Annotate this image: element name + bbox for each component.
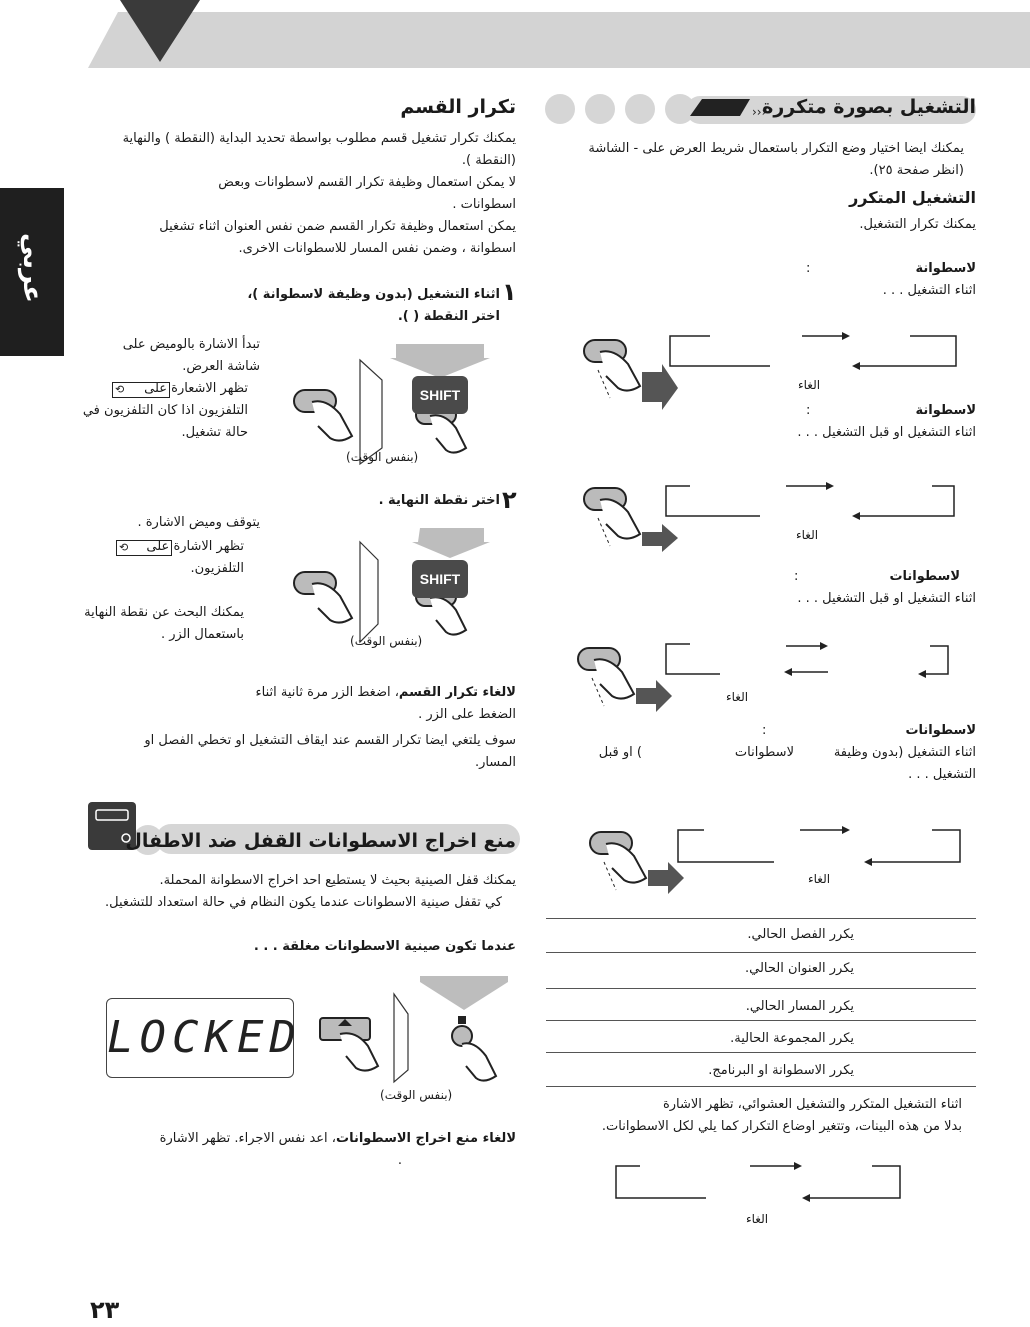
para-line: لا يمكن استعمال وظيفة تكرار القسم لاسطوانات وبعض (218, 175, 516, 190)
footer-diagram (610, 1162, 910, 1206)
footer-line-1: اثناء التشغيل المتكرر والتشغيل العشوائي، تظهر الاشارة (662, 1097, 962, 1112)
block2-cancel: الغاء (796, 528, 819, 542)
block3-colon: : (794, 569, 799, 584)
sub-intro: يمكنك تكرار التشغيل. (859, 217, 976, 232)
ab-indicator-icon: ⟲ (112, 382, 170, 398)
cancel-note-3: سوف يلتغي ايضا تكرار القسم عند ايقاف التشغيل او تخطي الفصل او (144, 733, 516, 748)
step1-note: التلفزيون اذا كان التلفزيون في (82, 403, 248, 418)
para-line: يمكن استعمال وظيفة تكرار القسم ضمن نفس العنوان اثناء تشغيل (159, 219, 516, 234)
section-title-ab-repeat: تكرار القسم (400, 96, 516, 118)
lock-subheading: عندما تكون صينية الاسطوانات مغلقة . . . (253, 939, 516, 954)
para-line: اسطوانة ، وضمن نفس المسار للاسطوانات الاخرى. (238, 241, 516, 256)
block4-heading: لاسطوانات (905, 723, 976, 738)
intro-line-1: يمكنك ايضا اختيار وضع التكرار باستعمال شريط العرض على - الشاشة (588, 141, 964, 156)
block4-line-d: التشغيل . . . (908, 767, 976, 782)
step1-note: تبدأ الاشارة بالوميض على (122, 337, 260, 352)
block3-diagram (566, 632, 966, 718)
step2-number: ٢ (502, 486, 517, 514)
simultaneous-label: (بنفس الوقت) (380, 1088, 453, 1102)
table-row: يكرر الفصل الحالي. (747, 927, 854, 942)
table-row: يكرر المسار الحالي. (745, 999, 854, 1014)
step1-note: حالة تشغيل. (181, 425, 248, 440)
lock-remote-illustration (312, 974, 512, 1086)
block2-colon: : (806, 403, 811, 418)
step1-number: ١ (502, 278, 517, 306)
block1-line: اثناء التشغيل . . . (882, 283, 976, 298)
block1-colon: : (806, 261, 811, 276)
display-panel: LOCKED (106, 998, 294, 1078)
block3-line: اثناء التشغيل او قبل التشغيل . . . (797, 591, 976, 606)
shift-button: SHIFT (412, 376, 468, 414)
block4-diagram (578, 818, 968, 900)
block4-line-c: ) او قبل (598, 745, 642, 760)
table-row: يكرر العنوان الحالي. (744, 961, 854, 976)
header-band (0, 0, 1030, 80)
cancel-note-4: المسار. (474, 755, 516, 770)
section-title-repeat: التشغيل بصورة متكررة (762, 96, 976, 118)
block3-cancel: الغاء (726, 690, 749, 704)
svg-text:›››: ››› (752, 105, 767, 119)
step2-line1: اختر نقطة النهاية . (378, 493, 500, 508)
child-lock-title: منع اخراج الاسطوانات القفل ضد الاطفال (125, 830, 516, 852)
intro-line-2: (انظر صفحة ٢٥). (869, 163, 964, 178)
block4-cancel: الغاء (808, 872, 831, 886)
step2-note: تظهر الاشارة على (146, 539, 244, 554)
simultaneous-label: (بنفس الوقت) (346, 450, 419, 464)
lock-para: يمكنك قفل الصينية بحيث لا يستطيع احد اخراج الاسطوانة المحملة. (159, 873, 516, 888)
para-line: يمكنك تكرار تشغيل قسم مطلوب بواسطة تحديد البداية (النقطة ) والنهاية (122, 131, 516, 146)
block4-colon: : (762, 723, 767, 738)
block2-heading: لاسطوانة (915, 403, 976, 418)
cancel-note-2: الضغط على الزر . (418, 707, 516, 722)
language-side-tab (0, 188, 64, 356)
cancel-note-1: لالغاء تكرار القسم، اضغط الزر مرة ثانية اثناء (255, 685, 516, 700)
lock-para: كي تقفل صينية الاسطوانات عندما يكون النظام في حالة استعداد للتشغيل. (105, 895, 502, 910)
shift-button: SHIFT (412, 560, 468, 598)
block3-heading: لاسطوانات (889, 569, 960, 584)
footer-line-2: بدلا من هذه البينات، وتتغير اوضاع التكرار كما يلي لكل الاسطوانات. (601, 1119, 962, 1134)
step1-note: تظهر الاشعارة على (144, 381, 248, 396)
para-line: اسطوانات . (452, 197, 516, 212)
footer-cancel: الغاء (746, 1212, 769, 1226)
step1-line1: اثناء التشغيل (بدون وظيفة لاسطوانة )، (247, 287, 500, 302)
block4-line-a: اثناء التشغيل (بدون وظيفة (833, 745, 976, 760)
block2-line: اثناء التشغيل او قبل التشغيل . . . (797, 425, 976, 440)
side-tab-label: عربي (17, 233, 47, 304)
table-row: يكرر الاسطوانة او البرنامج. (708, 1063, 854, 1078)
step2-note: التلفزيون. (190, 561, 244, 576)
para-line: (النقطة ). (461, 153, 516, 168)
step2-note: باستعمال الزر . (160, 627, 244, 642)
block1-heading: لاسطوانة (915, 261, 976, 276)
lock-cancel-note-2: . (397, 1153, 402, 1168)
step2-note: يتوقف وميض الاشارة . (137, 515, 260, 530)
block1-diagram (570, 318, 970, 410)
step1-line2: اختر النقطة ( ). (397, 309, 500, 324)
step2-note: يمكنك البحث عن نقطة النهاية (84, 605, 244, 620)
ab-indicator-icon: ⟲ (116, 540, 172, 556)
subtitle-repeat-play: التشغيل المتكرر (849, 188, 976, 207)
block1-cancel: الغاء (798, 378, 821, 392)
simultaneous-label: (بنفس الوقت) (350, 634, 423, 648)
block4-line-b: لاسطوانات (734, 745, 794, 760)
block2-diagram (570, 470, 970, 556)
step1-note: شاشة العرض. (182, 359, 260, 374)
page-number: ٢٣ (90, 1296, 120, 1324)
lock-cancel-note: لالغاء منع اخراج الاسطوانات، اعد نفس الاجراء. تظهر الاشارة (159, 1131, 516, 1146)
table-row: يكرر المجموعة الحالية. (730, 1031, 854, 1046)
